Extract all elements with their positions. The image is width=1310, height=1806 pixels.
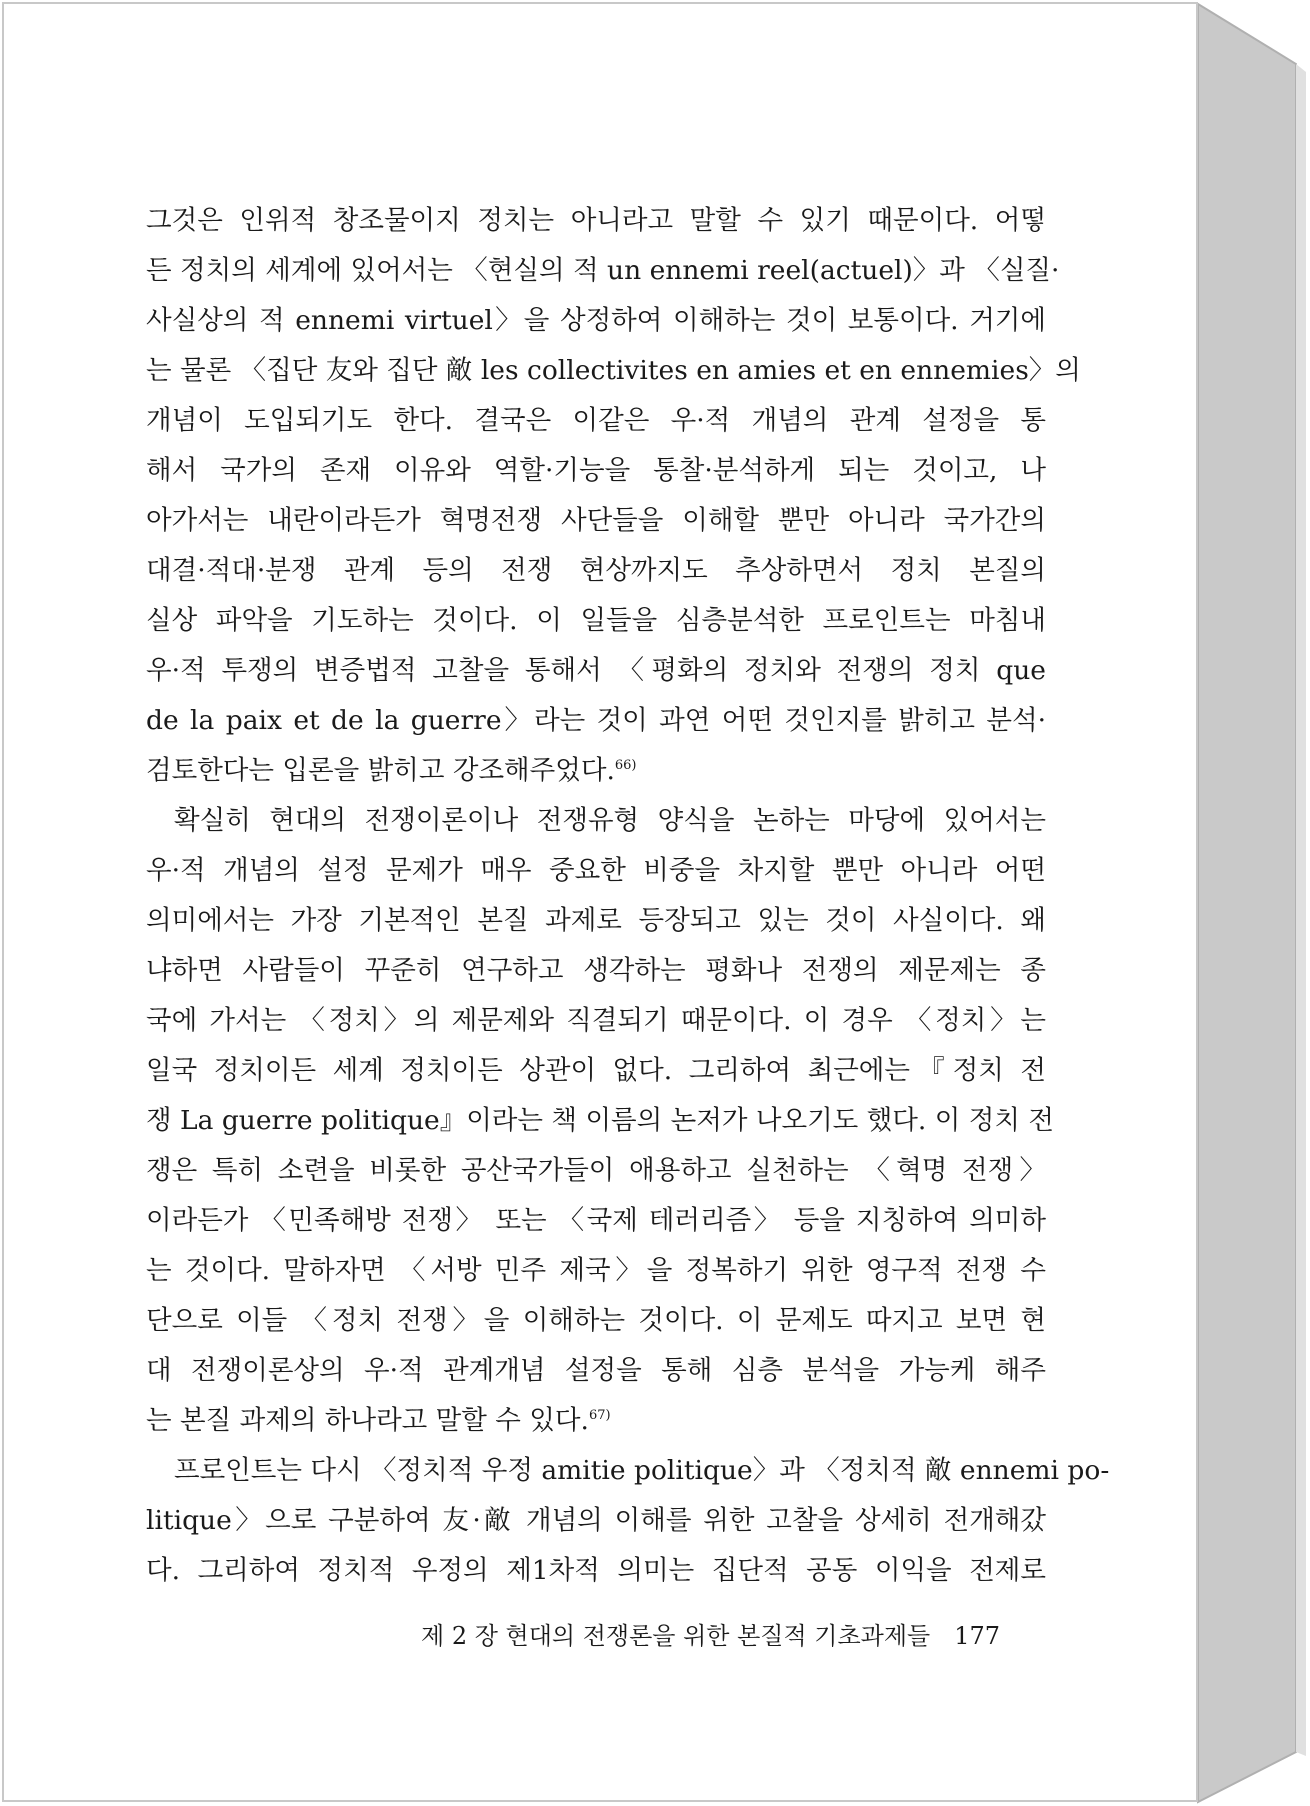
text-line: 쟁 La guerre politique』이라는 책 이름의 논저가 나오기도 했다. 이 정치 전 [146, 1105, 1054, 1136]
text-line: 프로인트는 다시 〈정치적 우정 amitie politique〉과 〈정치적 敵 ennemi po- [174, 1455, 1110, 1486]
text-line: 사실상의 적 ennemi virtuel〉을 상정하여 이해하는 것이 보통이다. 거기에 [146, 305, 1046, 336]
text-line: de la paix et de la guerre〉라는 것이 과연 어떤 것인지를 밝히고 분석· [146, 705, 1046, 736]
text-line: 그것은 인위적 창조물이지 정치는 아니라고 말할 수 있기 때문이다. 어떻 [146, 205, 1046, 236]
text-line: 확실히 현대의 전쟁이론이나 전쟁유형 양식을 논하는 마당에 있어서는 [174, 805, 1046, 836]
text-line: 든 정치의 세계에 있어서는 〈현실의 적 un ennemi reel(actuel)〉과 〈실질· [146, 255, 1060, 286]
text-line: 아가서는 내란이라든가 혁명전쟁 사단들을 이해할 뿐만 아니라 국가간의 [146, 505, 1046, 536]
paragraph-3 [146, 1446, 1110, 1596]
text-line: 의미에서는 가장 기본적인 본질 과제로 등장되고 있는 것이 사실이다. 왜 [146, 905, 1046, 936]
chapter-title: 제 2 장 현대의 전쟁론을 위한 본질적 기초과제들 [421, 1622, 931, 1650]
text-line-last [146, 1396, 1046, 1446]
text-line: 단으로 이들 〈정치 전쟁〉을 이해하는 것이다. 이 문제도 따지고 보면 현 [146, 1305, 1046, 1336]
text-line-last [146, 746, 1046, 796]
text-line: 다. 그리하여 정치적 우정의 제1차적 의미는 집단적 공동 이익을 전제로 [146, 1555, 1046, 1586]
paragraph-2 [146, 796, 1054, 1446]
text-line: 쟁은 특히 소련을 비롯한 공산국가들이 애용하고 실천하는 〈혁명 전쟁〉 [146, 1155, 1046, 1186]
text-line: 는 본질 과제의 하나라고 말할 수 있다. [146, 1405, 589, 1436]
text-line: 검토한다는 입론을 밝히고 강조해주었다. [146, 755, 615, 786]
paragraph-1 [146, 196, 1081, 796]
text-line: 는 물론 〈집단 友와 집단 敵 les collectivites en amies et en ennemies〉의 [146, 355, 1081, 386]
text-line: 대 전쟁이론상의 우·적 관계개념 설정을 통해 심층 분석을 가능케 해주 [146, 1355, 1046, 1386]
text-line: 일국 정치이든 세계 정치이든 상관이 없다. 그리하여 최근에는『정치 전 [146, 1055, 1046, 1086]
text-line: 우·적 개념의 설정 문제가 매우 중요한 비중을 차지할 뿐만 아니라 어떤 [146, 855, 1046, 886]
text-line: 해서 국가의 존재 이유와 역할·기능을 통찰·분석하게 되는 것이고, 나 [146, 455, 1046, 486]
text-line: 이라든가 〈민족해방 전쟁〉 또는 〈국제 테러리즘〉 등을 지칭하여 의미하 [146, 1205, 1046, 1236]
body-text [146, 196, 1110, 1596]
page-number: 177 [954, 1622, 1000, 1650]
text-line: 국에 가서는 〈정치〉의 제문제와 직결되기 때문이다. 이 경우 〈정치〉는 [146, 1005, 1046, 1036]
text-line: 개념이 도입되기도 한다. 결국은 이같은 우·적 개념의 관계 설정을 통 [146, 405, 1046, 436]
text-line: litique〉으로 구분하여 友·敵 개념의 이해를 위한 고찰을 상세히 전개해갔 [146, 1505, 1046, 1536]
text-line: 우·적 투쟁의 변증법적 고찰을 통해서 〈평화의 정치와 전쟁의 정치 que [146, 655, 1046, 686]
footnote-ref: 66) [614, 758, 637, 774]
text-line: 대결·적대·분쟁 관계 등의 전쟁 현상까지도 추상하면서 정치 본질의 [146, 555, 1046, 586]
text-line: 는 것이다. 말하자면 〈서방 민주 제국〉을 정복하기 위한 영구적 전쟁 수 [146, 1255, 1046, 1286]
text-line: 실상 파악을 기도하는 것이다. 이 일들을 심층분석한 프로인트는 마침내 [146, 605, 1046, 636]
page-footer [400, 1616, 1000, 1656]
text-line: 냐하면 사람들이 꾸준히 연구하고 생각하는 평화나 전쟁의 제문제는 종 [146, 955, 1046, 986]
footnote-ref: 67) [588, 1408, 611, 1424]
